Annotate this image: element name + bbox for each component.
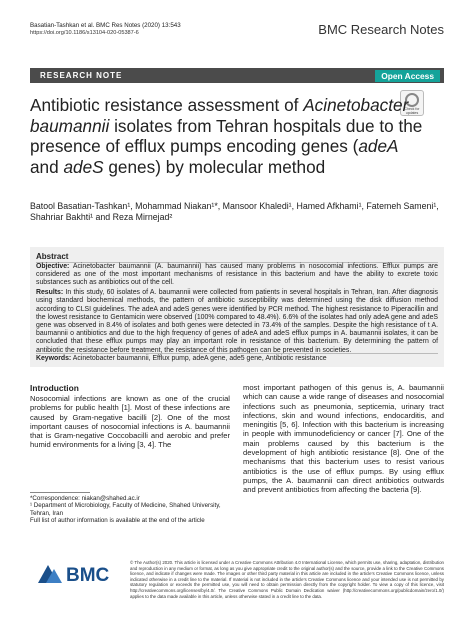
objective-label: Objective:	[36, 263, 70, 270]
keywords-label: Keywords:	[36, 355, 72, 362]
affiliation: ¹ Department of Microbiology, Faculty of Medicine, Shahed University, Tehran, Iran	[30, 502, 221, 517]
abstract-heading: Abstract	[36, 252, 69, 261]
footnotes	[30, 495, 230, 525]
license-notice: © The Author(s) 2020. This article is licensed under a Creative Commons Attribution 4.0 International License, which permits use, sharing, adaptation, distribution and reproduction in any medium or format, as long as you give appropriate credit to the original author(s) and the source, provide a link to the Creative Commons licence, and indicate if changes were made. The images or other third party material in this article are included in the article's Creative Commons licence, unless indicated otherwise in a credit line to the material. If material is not included in the article's Creative Commons licence and your intended use is not permitted by statutory regulation or exceeds the permitted use, you will need to obtain permission directly from the copyright holder. To view a copy of this licence, visit http://creativecommons.org/licenses/by/4.0/. The Creative Commons Public Domain Dedication waiver (http://creativecommons.org/publicdomain/zero/1.0/) applies to the data made available in this article, unless otherwise stated in a credit line to the data.	[130, 560, 444, 599]
bmc-logo	[38, 561, 118, 592]
section-label: RESEARCH NOTE	[40, 71, 123, 80]
doi-link[interactable]: https://doi.org/10.1186/s13104-020-05387-6	[30, 30, 139, 36]
bmc-logo-text: BMC	[66, 565, 110, 586]
abstract-objective	[36, 263, 438, 288]
intro-column-right	[243, 383, 444, 495]
abstract-results	[36, 289, 438, 355]
title-part: Antibiotic resistance assessment of	[30, 95, 304, 115]
title-part: genes) by molecular method	[103, 156, 326, 177]
results-text: In this study, 60 isolates of A. baumannii were collected from patients in several hospitals in Tehran, Iran. After diagnosis using standard biochemical methods, the pattern of antibiotic susceptibility was determined using the disk diffusion method according to CLSI guidelines. The adeA and adeS genes were identified by PCR method. The highest resistance to Piperacillin and the lowest resistance to Gentamicin were observed (100% compared to 48.4%). 6.6% of the isolates had only adeA gene and adeS gene was observed in 8.4% of isolates and both genes were detected in 73.4% of the samples. Despite the high resistance of t A. baumannii o antibiotics and due to the high frequency of genes of adeA and adeS efflux pumps in A. baumannii isolates, it can be concluded that these efflux pumps may play an important role in resistance of this bacterium. By determining the pattern of antibiotic the resistance before treatment, the resistance of this pathogen can be prevented in societies.	[36, 289, 438, 354]
results-label: Results:	[36, 289, 64, 297]
journal-brand: BMC Research Notes	[318, 22, 444, 37]
author-info-note: Full list of author information is available at the end of the article	[30, 517, 205, 525]
intro-text-right: most important pathogen of this genus is, A. baumannii which can cause a wide range of diseases and nosocomial infections such as pneumonia, septicemia, urinary tract infections, skin and wound infections, endocarditis, and meningitis [5, 6]. Infection with this bacterium is increasing in people with immunodeficiency or cancer [7]. One of the main problems caused by this bacterium is the development of high antibiotic resistance [8]. One of the mechanisms that this bacterium uses to resist various antibiotics is the use of efflux pumps. By using efflux pumps, the A. baumannii can direct antibiotics outwards and prevent antibiotics from affecting the bacteria [9].	[243, 383, 444, 495]
intro-column-left	[30, 383, 230, 450]
keywords	[36, 355, 438, 363]
author-list: Batool Basatian-Tashkan¹, Mohammad Niakan¹*, Mansoor Khaledi¹, Hamed Afkhami¹, Fatemeh Sameni¹, Shahriar Bakhti¹ and Reza Mirnejad²	[30, 201, 439, 223]
keywords-divider	[36, 353, 438, 354]
title-part: isolates from Tehran hospitals due to the presence of efflux pumps encoding genes (	[30, 115, 423, 156]
title-italic: adeS	[63, 156, 104, 177]
intro-text-left: Nosocomial infections are known as one of the crucial problems for public health [1]. Most of these infections are caused by Gram-negative bacilli [2]. One of the most important causes of nosocomial infections is A. baumannii that is Gram-negative Coccobacilli and aerobic and prefer humid environments for a living [3, 4]. The	[30, 394, 230, 450]
footnote-rule	[30, 492, 90, 493]
intro-heading: Introduction	[30, 383, 79, 393]
title-italic: Acinetobacter baumannii	[30, 95, 409, 136]
title-part: and	[30, 156, 64, 177]
objective-text: Acinetobacter baumannii (A. baumannii) has caused many problems in nosocomial infections. Efflux pumps are considered as one of the most important mechanisms of resistance in this bacterium and have the ability to excrete toxic substances such as antibiotics out of the cell.	[36, 263, 438, 287]
article-title	[30, 95, 430, 177]
journal-citation: Basatian-Tashkan et al. BMC Res Notes (2020) 13:543	[30, 22, 181, 29]
correspondence: *Correspondence: niakan@shahed.ac.ir	[30, 495, 140, 502]
title-italic: adeA	[358, 136, 399, 156]
open-access-badge: Open Access	[375, 70, 440, 82]
abstract-body	[36, 263, 438, 356]
bmc-logo-mark	[38, 561, 118, 587]
keywords-text: Acinetobacter baumannii, Efflux pump, adeA gene, ade5 gene, Antibiotic resistance	[71, 355, 327, 362]
check-updates-label: Check for updates	[404, 107, 420, 115]
